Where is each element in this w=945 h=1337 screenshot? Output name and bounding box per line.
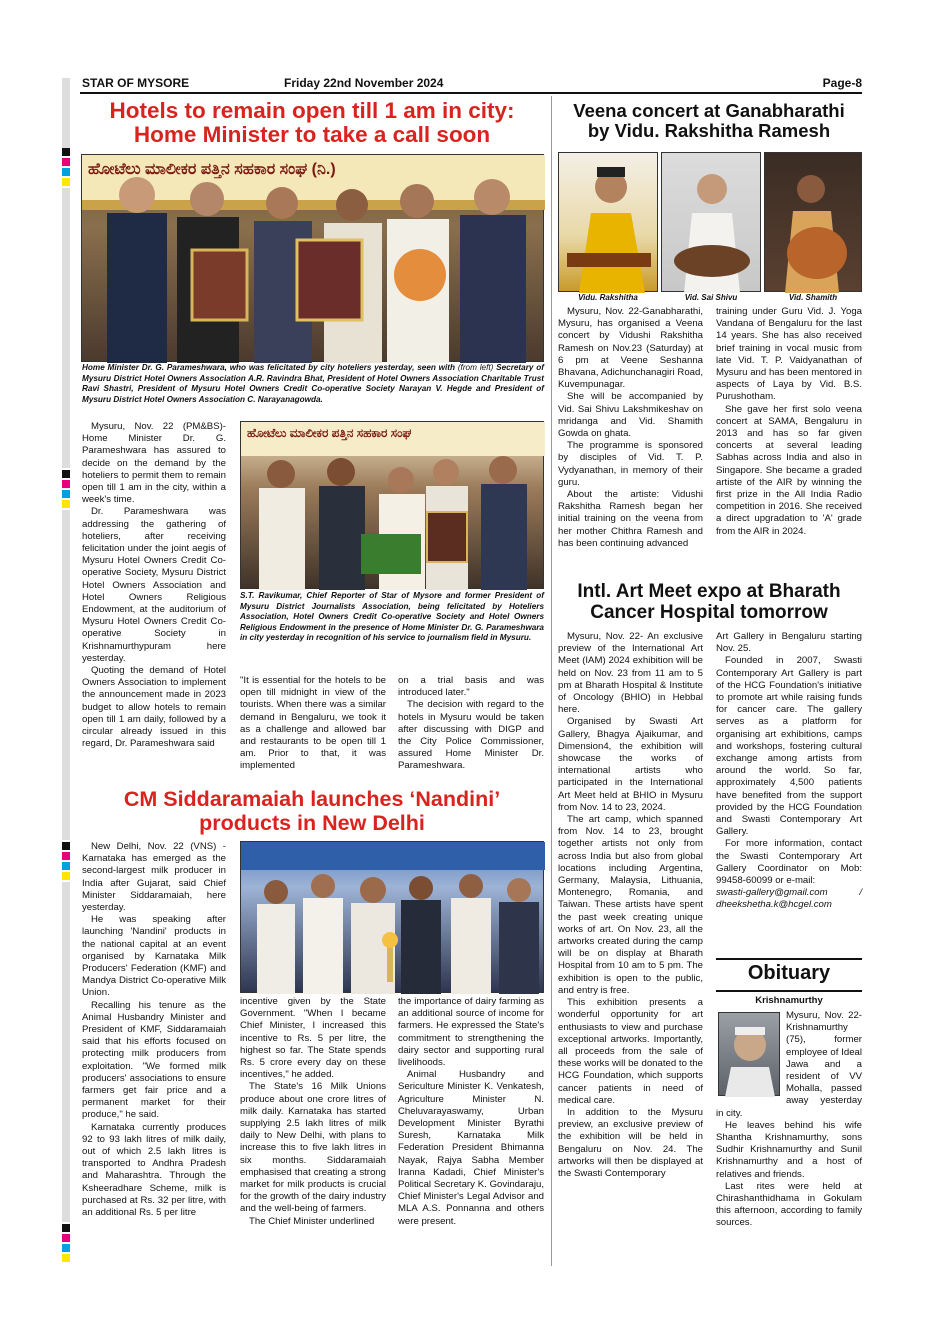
veena-column-2	[716, 306, 862, 576]
reg-black	[62, 148, 70, 156]
obituary-title: Obituary	[747, 962, 831, 984]
hotels-para: Dr. Parameshwara was addressing the gathering of hoteliers, after receiving felicitation under the joint aegis of Mysuru Hotel Owners Credit Co-operative Society, Mysuru District Hotel Owners Association and Hotel Owners Religious Endowment, at the auditorium of Mysuru Hotel Owners Credit Co-operative Society in Krishnamurthypuram here yesterday.	[82, 506, 226, 664]
hotels-headline-line2: Home Minister to take a call soon	[133, 121, 491, 147]
hotels-headline	[80, 99, 544, 147]
hotels-photo-caption	[82, 363, 544, 405]
reg-magenta-2	[62, 480, 70, 488]
registration-strip-4	[62, 882, 70, 1222]
art-headline-line2: Cancer Hospital tomorrow	[590, 601, 828, 623]
obituary-para-1-text: Mysuru, Nov. 22- Krishnamurthy (75), former employee of Ideal Jawa and a resident of VV Mohalla, passed away yesterday in city.	[716, 1010, 862, 1119]
photo-banner-text: ಹೋಟೆಲು ಮಾಲೀಕರ ಪತ್ತಿನ ಸಹಕಾರ ಸಂಘ (ನಿ.)	[88, 161, 336, 178]
rakshitha-figure	[559, 153, 659, 293]
reg-black-4	[62, 1224, 70, 1232]
reg-cyan-3	[62, 862, 70, 870]
hotels-headline-line1: Hotels to remain open till 1 am in city:	[109, 98, 515, 123]
felicitation-scene	[241, 422, 545, 590]
art-para: In addition to the Mysuru preview, an exclusive preview of the exhibition will be held in Bengaluru on Nov. 24. The artworks will then be displayed at the Swasti Contemporary	[558, 1106, 703, 1179]
nandini-column-1	[82, 841, 226, 1261]
obituary-para-3: Last rites were held at Chirashanthidhama in Gokulam this afternoon, according to family sources.	[716, 1180, 862, 1229]
reg-yellow	[62, 178, 70, 186]
label-sai-shivu: Vid. Sai Shivu	[684, 293, 738, 302]
veena-para: She will be accompanied by Vid. Sai Shivu Lakshmikeshav on mridanga and Vid. Shamith Gowda on ghata.	[558, 391, 703, 440]
art-para: For more information, contact the Swasti Contemporary Art Gallery Coordinator on Mob: 99458-60099 or e-mail:	[716, 838, 862, 887]
issue-date: Friday 22nd November 2024	[284, 76, 444, 90]
felicitation-caption: S.T. Ravikumar, Chief Reporter of Star of Mysore and former President of Mysuru District Journalists Association, being felicitated by Hoteliers Association, Hotel Owners Credit Co-operative Society and Hotel Owners Religious Endowment in the presence of Home Minister Dr. G. Parameshwara in city yesterday in recognition of his service to journalism field in Mysuru.	[240, 591, 544, 643]
veena-para: About the artiste: Vidushi Rakshitha Ramesh began her initial training on the veena from her mother Chithra Ramesh and has been continuing advanced	[558, 489, 703, 549]
veena-para: The programme is sponsored by disciples of Vid. T. P. Vydyanathan, in memory of their guru.	[558, 440, 703, 488]
shamith-figure	[765, 153, 863, 293]
veena-headline-line2: by Vidu. Rakshitha Ramesh	[587, 120, 831, 142]
reg-yellow-2	[62, 500, 70, 508]
nandini-column-3	[398, 996, 544, 1261]
art-para: Art Gallery in Bengaluru starting Nov. 25.	[716, 631, 862, 655]
nandini-para: The State's 16 Milk Unions produce about one crore litres of milk daily. Karnataka has started supplying 2.5 lakh litres of milk daily to New Delhi, with plans to increase this to five lakh litres in six months. Siddaramaiah emphasised that creating a strong market for milk products is crucial for the growth of the dairy industry and the well-being of farmers.	[240, 1081, 386, 1215]
photo2-banner-text: ಹೋಟೆಲು ಮಾಲೀಕರ ಪತ್ತಿನ ಸಹಕಾರ ಸಂಘ	[247, 426, 412, 440]
hotels-para: Mysuru, Nov. 22 (PM&BS)- Home Minister Dr. G. Parameshwara has assured to decide on the demand by the hoteliers to permit them to remain open till 1 am in the city, within a week's time.	[82, 421, 226, 506]
veena-headline	[556, 101, 862, 142]
art-headline	[556, 582, 862, 624]
art-para: Mysuru, Nov. 22- An exclusive preview of the International Art Meet (IAM) 2024 exhibition will be held on Nov. 23 from 11 am to 5 pm at Bharath Hospital & Institute of Oncology (BHIO) in Hebbal here.	[558, 631, 703, 716]
reg-yellow-4	[62, 1254, 70, 1262]
rakshitha-photo	[558, 152, 658, 292]
hotels-photo-main	[81, 154, 544, 362]
nandini-para: Recalling his tenure as the Animal Husbandry Minister and President of KMF, Siddaramaiah said that his efforts focused on protecting milk producers from exploitation. "We formed milk producers' associations to ensure farmers get fair price and a permanent market for their produce," he said.	[82, 999, 226, 1121]
nandini-headline-line2: products in New Delhi	[199, 810, 425, 835]
hotels-column-3	[398, 675, 544, 772]
nandini-para: Karnataka currently produces 92 to 93 lakh litres of milk daily, out of which 2.5 lakh litres is transported to Andhra Pradesh and Maharashtra. Through the Ksheeradhare Scheme, milk is purchased at Rs. 32 per litre, with an additional Rs. 5 per litre	[82, 1121, 226, 1219]
veena-para: Mysuru, Nov. 22-Ganabharathi, Mysuru, has organised a Veena concert by Vidushi Rakshitha Ramesh on Nov.23 (Saturday) at 6 pm at Veene Seshanna Bhavana, Adichunchanagiri Road, Kuvempunagar.	[558, 306, 703, 391]
hotels-para: Quoting the demand of Hotel Owners Association to implement the announcement made in 2023 budget to allow hotels to remain open till 1 am daily, followed by a circular already issued in this regard, Dr. Parameshwara said	[82, 665, 226, 750]
veena-headline-line1: Veena concert at Ganabharathi	[573, 100, 845, 121]
sai-shivu-figure	[662, 153, 762, 293]
art-para: The art camp, which spanned from Nov. 14 to 23, brought together artists not only from across India but also from global locations including Argentina, Germany, Malaysia, Lithuania, Montenegro, Romania, and Taiwan. These artists have spent the past week creating unique works of art. On Nov. 23, all the artworks created during the camp will be on display at Bharath Hospital from 10 am to 5 pm. The exhibition is open to the public, and entry is free.	[558, 814, 703, 996]
art-column-1	[558, 631, 703, 1263]
page-number: Page-8	[822, 76, 862, 90]
reg-yellow-3	[62, 872, 70, 880]
nandini-headline	[80, 788, 544, 835]
hotels-para: The decision with regard to the hotels in Mysuru would be taken after discussing with DIGP and the City Police Commissioner, assured Home Minister Dr. Parameshwara.	[398, 699, 544, 772]
registration-strip-2	[62, 188, 70, 468]
caption-part-b: Secretary of Mysuru District Hotel Owners Association A.R. Ravindra Bhat, President of Hotel Owners Association Charitable Trust Ravi Shastri, President of Mysuru Hotel Owners Credit Co-operative Society Narayan V. Hegde and President of Mysuru District Hotel Owners Association C. Narayanagowda.	[82, 363, 544, 404]
header-rule	[80, 92, 862, 94]
nandini-para: the importance of dairy farming as an additional source of income for farmers. He expressed the State's commitment to strengthening the dairy sector and supporting rural livelihoods.	[398, 996, 544, 1069]
obituary-text	[716, 1010, 862, 1262]
registration-strip-3	[62, 510, 70, 840]
label-rakshitha: Vidu. Rakshitha	[578, 293, 638, 302]
shamith-photo	[764, 152, 862, 292]
art-para: Founded in 2007, Swasti Contemporary Art Gallery is part of the HCG Foundation's initiative to promote art while raising funds for cancer care. The gallery serves as a platform for organising art exhibitions, camps and workshops, fostering cultural exchange among artists from around the world. So far, approximately 4,500 patients have benefited from the support provided by the HCG Foundation and Swasti Contemporary Art Gallery.	[716, 655, 862, 838]
registration-strip	[62, 78, 70, 148]
art-headline-line1: Intl. Art Meet expo at Bharath	[577, 581, 841, 602]
art-para: Organised by Swasti Art Gallery, Bhagya Ajaikumar, and Dimension4, the exhibition will showcase the works of international artists who participated in the International Art Meet held at BHIO in Mysuru from Nov. 14 to 23, 2024.	[558, 716, 703, 813]
veena-column-1	[558, 306, 703, 576]
nandini-para: Animal Husbandry and Sericulture Minister K. Venkatesh, Agriculture Minister N. Cheluvarayaswamy, Urban Development Minister Byrathi Suresh, Karnataka Milk Federation President Bhimanna Nayak, Rajya Sabha Member Iranna Kadadi, Chief Minister's Political Secretary K. Govindaraju, Chief Minister's Legal Advisor and MLA A.S. Ponnanna and others were present.	[398, 1069, 544, 1227]
reg-magenta-3	[62, 852, 70, 860]
sai-shivu-photo	[661, 152, 761, 292]
art-para: This exhibition presents a wonderful opportunity for art enthusiasts to view and purchase exceptional artworks. Importantly, all proceeds from the sale of these works will be donated to the HCG Foundation, which supports cancer patients in need of medical care.	[558, 997, 703, 1106]
nandini-headline-line1: CM Siddaramaiah launches ‘Nandini’	[123, 787, 501, 811]
nandini-para: The Chief Minister underlined	[249, 1215, 375, 1227]
label-shamith: Vid. Shamith	[788, 293, 838, 302]
reg-black-3	[62, 842, 70, 850]
hotels-column-1	[82, 421, 226, 756]
obituary-photo-spacer	[716, 1010, 786, 1096]
reg-magenta-4	[62, 1234, 70, 1242]
reg-cyan	[62, 168, 70, 176]
veena-para: training under Guru Vid. J. Yoga Vandana of Bengaluru for the last 14 years. She has also received brief training in vocal music from late Vid. T. P. Vaidyanathan of Mysuru and has been mentored in aspects of Laya by Vid. B.S. Purushotham.	[716, 306, 862, 403]
hotels-para: on a trial basis and was introduced later."	[398, 675, 544, 699]
nandini-column-2	[240, 996, 386, 1261]
hotels-photo-felicitation	[240, 421, 544, 589]
column-divider	[551, 96, 552, 1266]
hotels-column-2	[240, 675, 386, 772]
art-column-2	[716, 631, 862, 955]
hotels-photo-scene	[82, 155, 545, 363]
caption-part-a: Home Minister Dr. G. Parameshwara, who was felicitated by city hoteliers yesterday, seen with	[82, 363, 456, 372]
veena-para: She gave her first solo veena concert at SAMA, Bengaluru in 2013 and has so far given concerts at several leading Sabhas across India and also in Singapore. She became a graded artiste of the AIR by winning the first prize in the All India Radio competition in 2016. She received a direct upgradation to 'A' grade from the AIR in 2024.	[716, 403, 862, 537]
paper-name: STAR OF MYSORE	[82, 76, 190, 90]
obituary-rule-bottom	[716, 990, 862, 992]
reg-magenta	[62, 158, 70, 166]
reg-cyan-2	[62, 490, 70, 498]
reg-black-2	[62, 470, 70, 478]
art-contact-email[interactable]: swasti-gallery@gmail.com / dheekshetha.k@hcgel.com	[716, 887, 862, 911]
obituary-rule-top	[716, 958, 862, 960]
hotels-para: "It is essential for the hotels to be open till midnight in view of the tourists. When there was a similar demand in Bengaluru, we took it as a challenge and allowed bar and restaurants to be open till 1 am. Prior to that, it was implemented	[240, 675, 386, 772]
nandini-para: He was speaking after launching 'Nandini' products in the national capital at an event organised by Karnataka Milk Producers' Federation (KMF) and Mandya District Co-operative Milk Union.	[82, 914, 226, 999]
nandini-para: New Delhi, Nov. 22 (VNS) - Karnataka has emerged as the second-largest milk producer in India after Gujarat, said Chief Minister Siddaramaiah, here yesterday.	[82, 841, 226, 914]
reg-cyan-4	[62, 1244, 70, 1252]
nandini-para: incentive given by the State Government. "When I became Chief Minister, I increased this incentive to Rs. 5 per litre, the highest so far. The State spends Rs. 5 crore every day on these incentives," he added.	[240, 996, 386, 1081]
caption-from-left: (from left)	[457, 363, 494, 372]
obituary-name: Krishnamurthy	[755, 995, 823, 1006]
nandini-photo	[240, 841, 544, 993]
obituary-para-1	[716, 1010, 862, 1120]
nandini-scene	[241, 842, 545, 994]
obituary-para-2: He leaves behind his wife Shantha Krishnamurthy, sons Sudhir Krishnamurthy and Sunil Krishnamurthy and a host of relatives and friends.	[716, 1119, 862, 1180]
